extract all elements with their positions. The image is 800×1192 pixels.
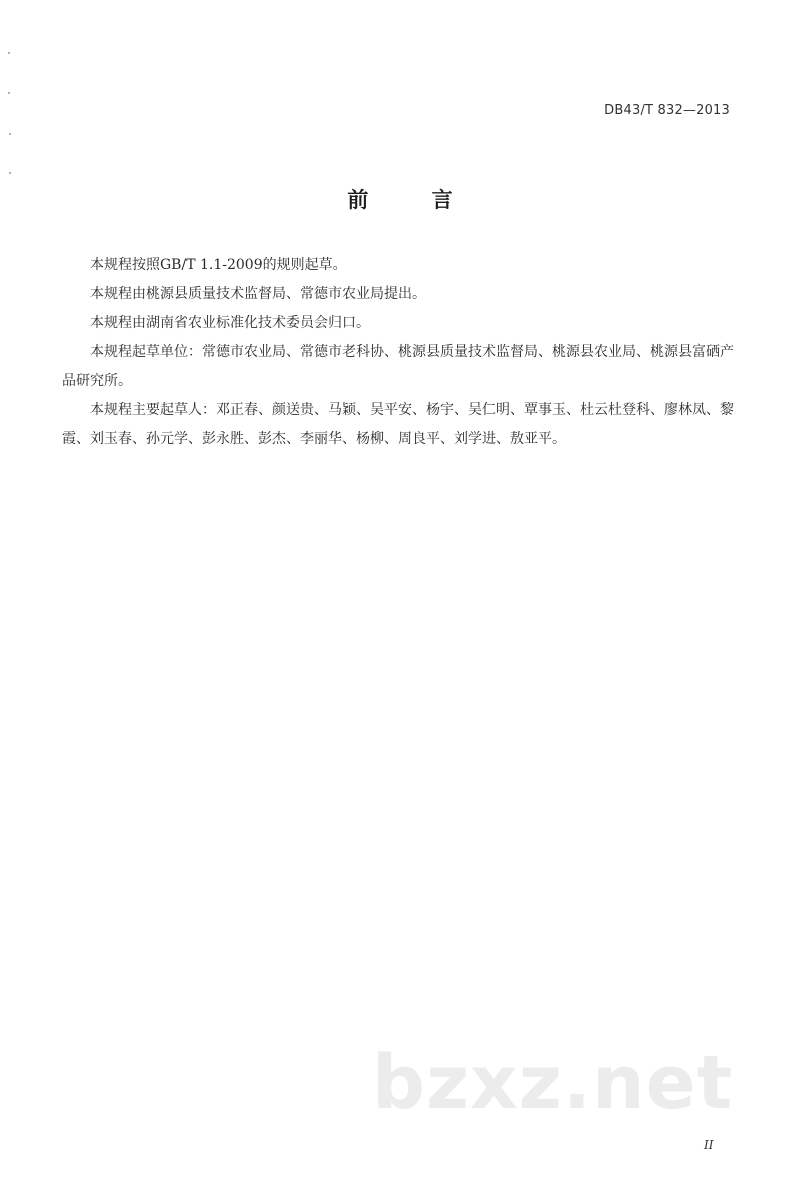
scan-speck bbox=[8, 52, 10, 54]
standard-code: DB43/T 832—2013 bbox=[604, 103, 730, 118]
paragraph-proposed-by: 本规程由桃源县质量技术监督局、常德市农业局提出。 bbox=[90, 286, 426, 302]
section-title: 前 言 bbox=[347, 188, 481, 212]
scan-speck bbox=[9, 172, 11, 174]
paragraph-drafting-units: 本规程起草单位：常德市农业局、常德市老科协、桃源县质量技术监督局、桃源县农业局、桃源县富硒产品研究所。 bbox=[62, 344, 734, 389]
scan-speck bbox=[8, 92, 10, 94]
page-number: II bbox=[704, 1138, 714, 1152]
watermark-text: bzxz.net bbox=[372, 1040, 734, 1126]
paragraph-drafting-rules: 本规程按照GB/T 1.1-2009的规则起草。 bbox=[90, 257, 347, 273]
scan-speck bbox=[9, 133, 11, 135]
paragraph-centralized-by: 本规程由湖南省农业标准化技术委员会归口。 bbox=[90, 315, 370, 331]
foreword-body bbox=[62, 251, 734, 454]
paragraph-main-drafters: 本规程主要起草人：邓正春、颜送贵、马颖、吴平安、杨宇、吴仁明、覃事玉、杜云杜登科、廖林凤、黎霞、刘玉春、孙元学、彭永胜、彭杰、李丽华、杨柳、周良平、刘学进、敖亚平。 bbox=[62, 402, 734, 447]
